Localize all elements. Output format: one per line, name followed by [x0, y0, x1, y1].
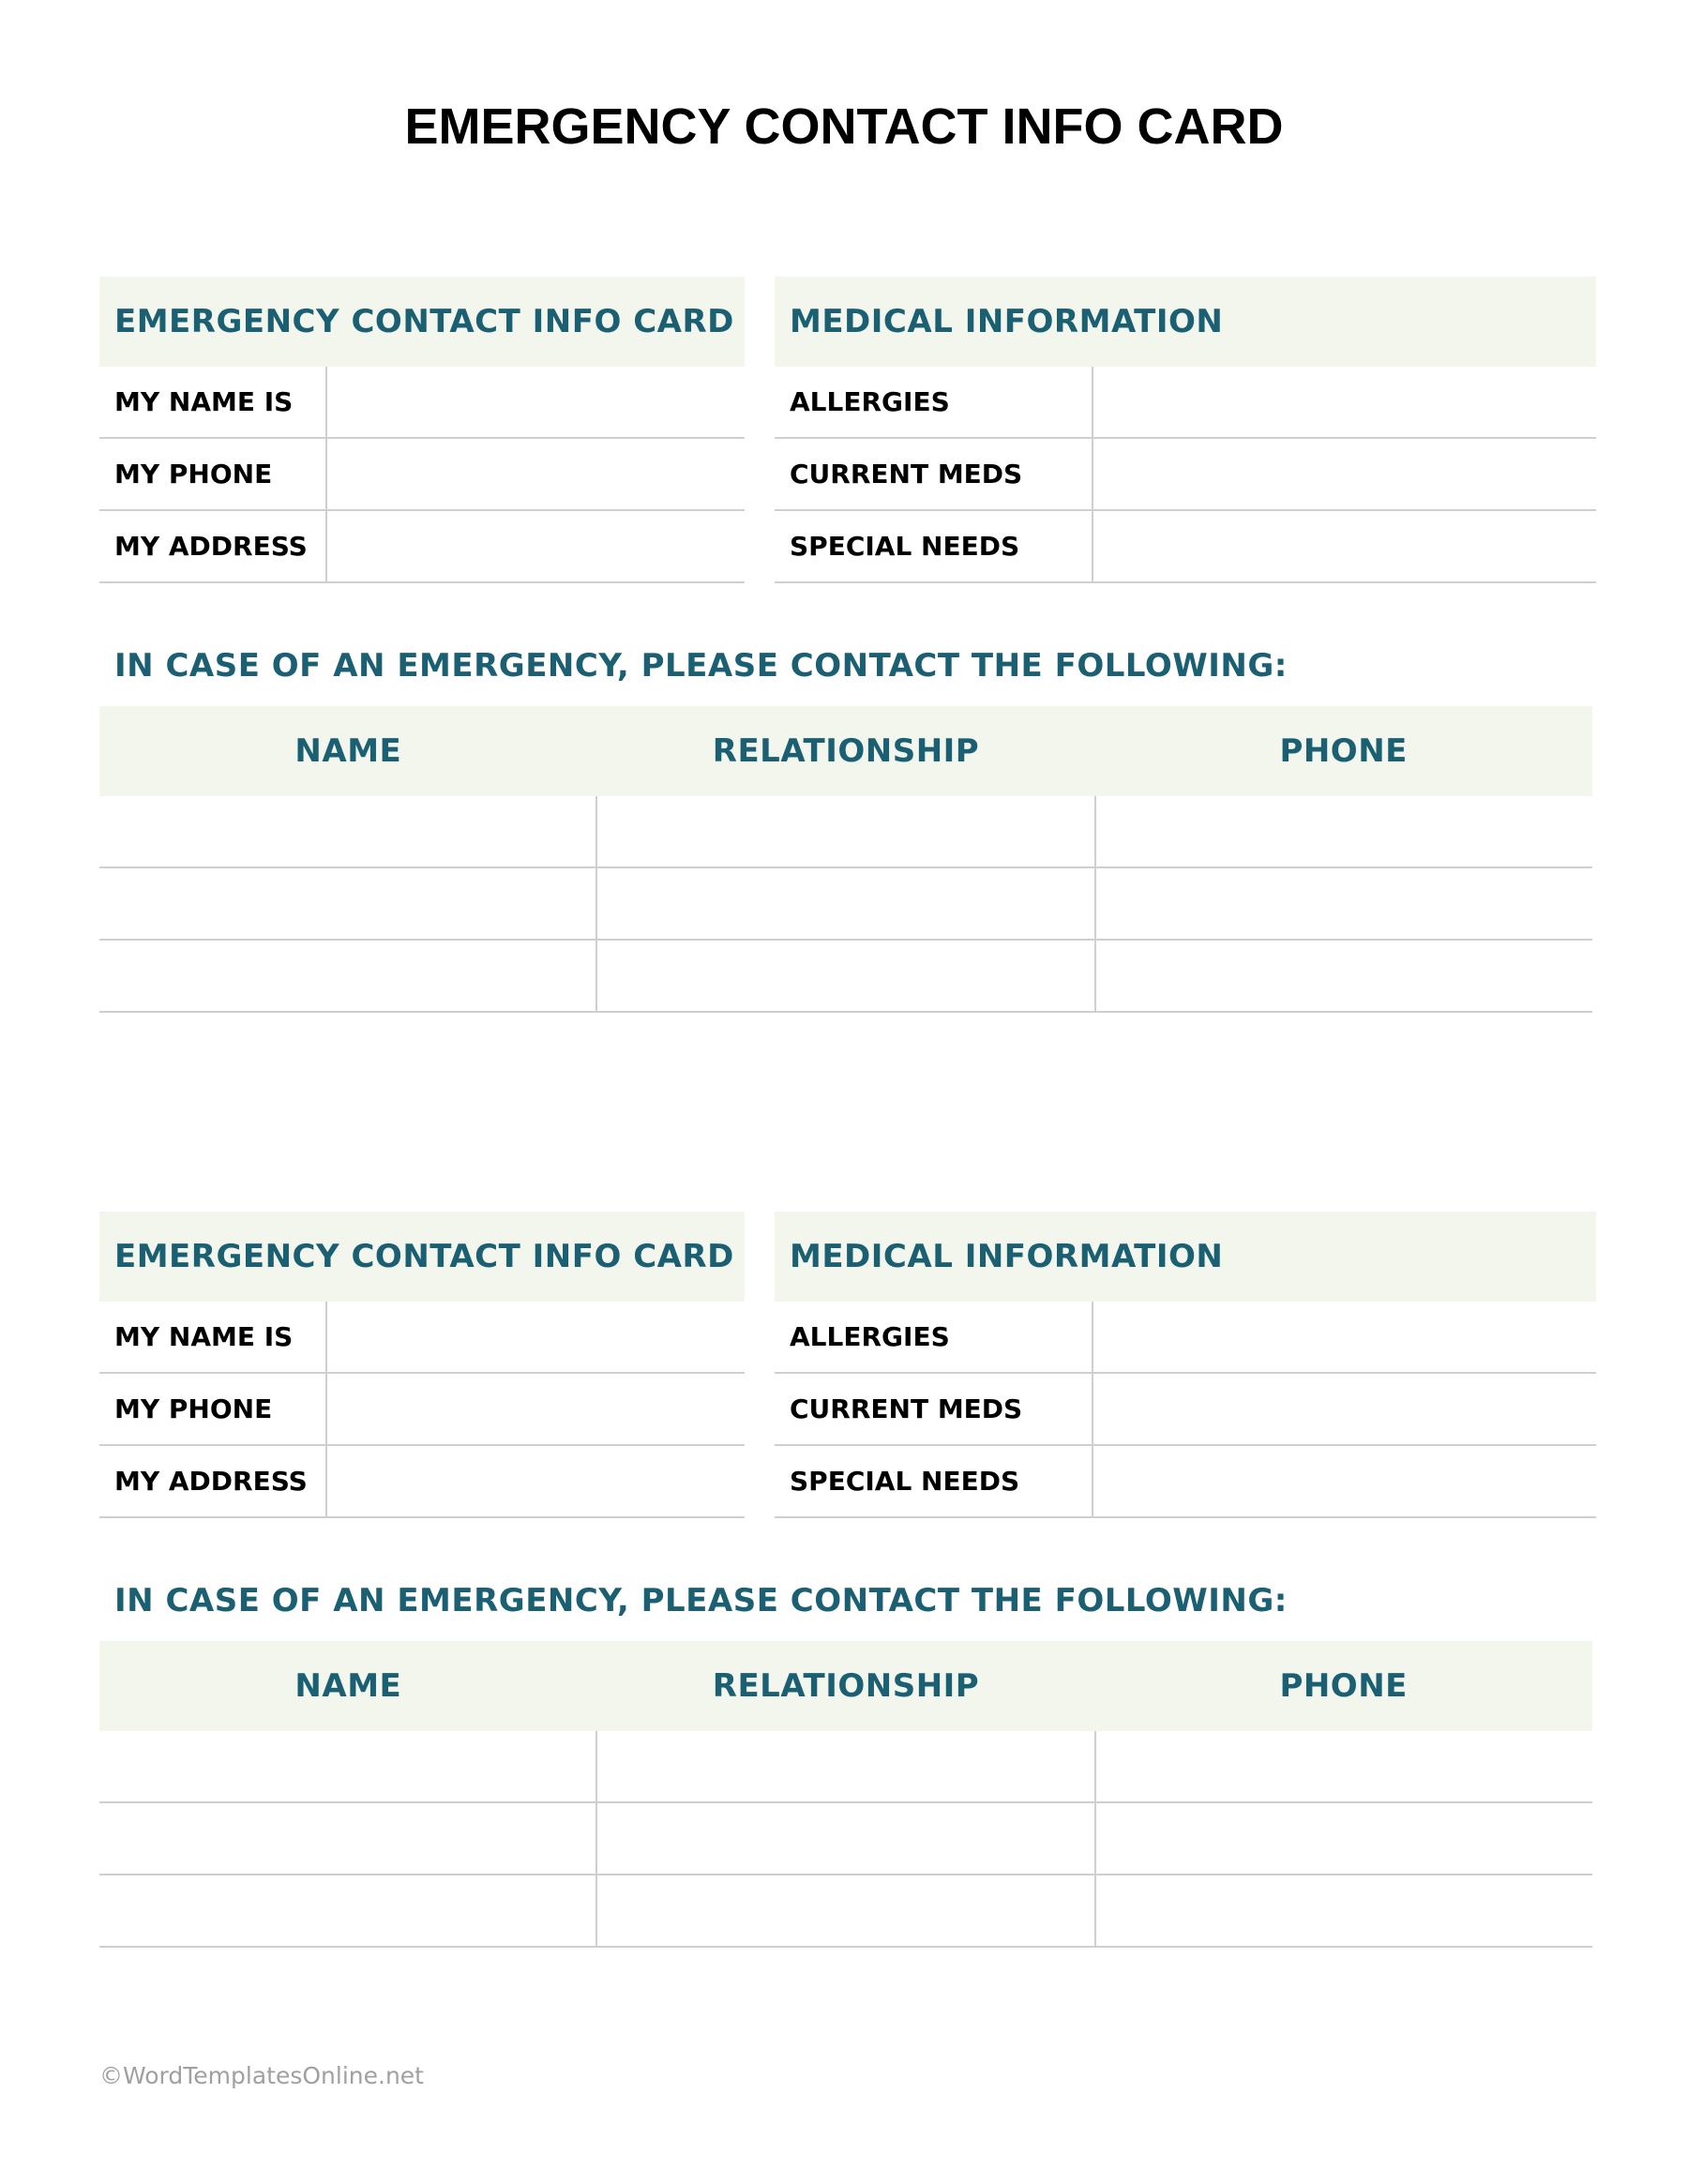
- table-row: [99, 367, 745, 439]
- field-label-phone: MY PHONE: [99, 439, 327, 509]
- contact-card-2: [0, 935, 1688, 1873]
- phone-field[interactable]: [327, 439, 745, 509]
- field-label-address: MY ADDRESS: [99, 1446, 327, 1516]
- contact-name-cell[interactable]: [99, 868, 597, 939]
- allergies-field[interactable]: [1093, 367, 1596, 437]
- contact-card-1: [0, 0, 1688, 938]
- medical-info-heading: MEDICAL INFORMATION: [775, 1212, 1596, 1302]
- contacts-header-row: [99, 706, 1592, 796]
- contact-name-cell[interactable]: [99, 1803, 597, 1874]
- name-field[interactable]: [327, 367, 745, 437]
- table-row: [99, 1875, 1592, 1948]
- field-label-name: MY NAME IS: [99, 367, 327, 437]
- current-meds-field[interactable]: [1093, 1374, 1596, 1444]
- column-header-phone: PHONE: [1279, 732, 1408, 770]
- table-row: [99, 439, 745, 511]
- table-row: [99, 511, 745, 583]
- name-field[interactable]: [327, 1302, 745, 1372]
- address-field[interactable]: [327, 1446, 745, 1516]
- contact-relationship-cell[interactable]: [597, 1803, 1095, 1874]
- personal-info-table: [99, 1212, 745, 1518]
- page-title: EMERGENCY CONTACT INFO CARD: [404, 98, 1284, 155]
- contact-name-cell[interactable]: [99, 1731, 597, 1801]
- emergency-contacts-table: [99, 1641, 1592, 1948]
- medical-info-table: [775, 1212, 1596, 1518]
- contact-phone-cell[interactable]: [1096, 1803, 1592, 1874]
- field-label-allergies: ALLERGIES: [775, 1302, 1093, 1372]
- table-row: [775, 1446, 1596, 1518]
- current-meds-field[interactable]: [1093, 439, 1596, 509]
- contact-name-cell[interactable]: [99, 1875, 597, 1946]
- emergency-heading: IN CASE OF AN EMERGENCY, PLEASE CONTACT THE FOLLOWING:: [114, 1582, 1288, 1619]
- special-needs-field[interactable]: [1093, 511, 1596, 581]
- phone-field[interactable]: [327, 1374, 745, 1444]
- table-row: [99, 1446, 745, 1518]
- field-label-address: MY ADDRESS: [99, 511, 327, 581]
- column-header-name: NAME: [294, 1667, 402, 1705]
- medical-info-heading: MEDICAL INFORMATION: [775, 277, 1596, 367]
- contacts-header-row: [99, 1641, 1592, 1731]
- contact-name-cell[interactable]: [99, 796, 597, 866]
- contact-phone-cell[interactable]: [1096, 868, 1592, 939]
- table-row: [99, 796, 1592, 868]
- field-label-phone: MY PHONE: [99, 1374, 327, 1444]
- table-row: [99, 1302, 745, 1374]
- field-label-special-needs: SPECIAL NEEDS: [775, 511, 1093, 581]
- personal-info-heading: EMERGENCY CONTACT INFO CARD: [99, 277, 745, 367]
- table-row: [99, 868, 1592, 941]
- table-row: [99, 1803, 1592, 1875]
- medical-info-table: [775, 277, 1596, 583]
- field-label-current-meds: CURRENT MEDS: [775, 439, 1093, 509]
- column-header-relationship: RELATIONSHIP: [712, 1667, 980, 1705]
- field-label-allergies: ALLERGIES: [775, 367, 1093, 437]
- special-needs-field[interactable]: [1093, 1446, 1596, 1516]
- table-row: [99, 1374, 745, 1446]
- table-row: [775, 1302, 1596, 1374]
- contact-relationship-cell[interactable]: [597, 868, 1095, 939]
- contact-relationship-cell[interactable]: [597, 1875, 1095, 1946]
- column-header-name: NAME: [294, 732, 402, 770]
- contact-phone-cell[interactable]: [1096, 1875, 1592, 1946]
- footer-copyright: ©WordTemplatesOnline.net: [99, 2062, 424, 2089]
- personal-info-heading: EMERGENCY CONTACT INFO CARD: [99, 1212, 745, 1302]
- field-label-current-meds: CURRENT MEDS: [775, 1374, 1093, 1444]
- allergies-field[interactable]: [1093, 1302, 1596, 1372]
- emergency-heading: IN CASE OF AN EMERGENCY, PLEASE CONTACT THE FOLLOWING:: [114, 647, 1288, 685]
- contact-phone-cell[interactable]: [1096, 1731, 1592, 1801]
- field-label-name: MY NAME IS: [99, 1302, 327, 1372]
- table-row: [775, 511, 1596, 583]
- contact-phone-cell[interactable]: [1096, 796, 1592, 866]
- field-label-special-needs: SPECIAL NEEDS: [775, 1446, 1093, 1516]
- address-field[interactable]: [327, 511, 745, 581]
- column-header-relationship: RELATIONSHIP: [712, 732, 980, 770]
- column-header-phone: PHONE: [1279, 1667, 1408, 1705]
- contact-relationship-cell[interactable]: [597, 796, 1095, 866]
- table-row: [775, 1374, 1596, 1446]
- contact-relationship-cell[interactable]: [597, 1731, 1095, 1801]
- table-row: [775, 439, 1596, 511]
- table-row: [99, 1731, 1592, 1803]
- table-row: [775, 367, 1596, 439]
- personal-info-table: [99, 277, 745, 583]
